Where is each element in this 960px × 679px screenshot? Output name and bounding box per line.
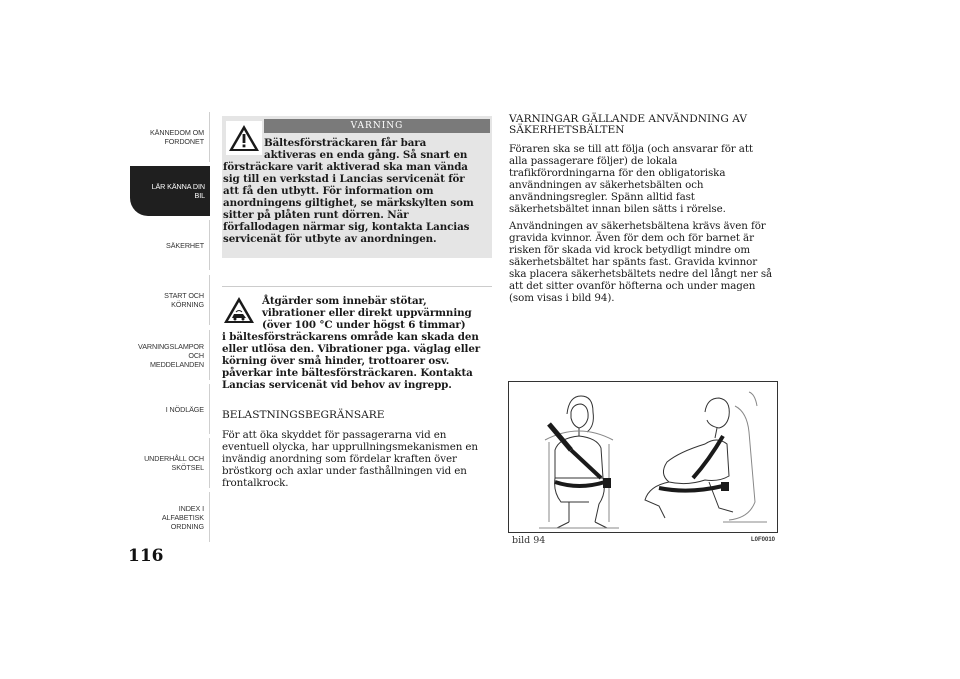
page-number: 116 (128, 546, 164, 566)
tab-index[interactable]: INDEX I ALFABETISK ORDNING (130, 492, 210, 542)
caution-line-8: Lancias servicenät vid behov av ingrepp. (222, 379, 452, 391)
usage-para2-line-7: (som visas i bild 94). (509, 292, 615, 304)
caution-line-1: Åtgärder som innebär stötar, (262, 295, 427, 307)
usage-para2-line-1: Användningen av säkerhetsbältena krävs även för (509, 220, 766, 232)
warning-line-3: försträckare varit aktiverad ska man vända (223, 161, 468, 173)
warning-line-1: Bältesförsträckaren får bara (264, 137, 427, 149)
tab-sakerhet[interactable]: SÄKERHET (130, 220, 210, 270)
section-divider (222, 286, 492, 287)
load-limiter-line-4: bröstkorg och axlar under fasthållningen vid en (222, 465, 467, 477)
usage-para2-line-4: säkerhetsbältet har spänts fast. Gravida kvinnor (509, 256, 758, 268)
usage-para1-line-2: alla passagerare följer) de lokala (509, 155, 678, 167)
usage-para1-line-4: användningen av säkerhetsbälten och (509, 179, 704, 191)
usage-para2-line-2: gravida kvinnor. Även för dem och för barnet är (509, 232, 754, 244)
tab-start-och-korning[interactable]: START OCH KÖRNING (130, 275, 210, 325)
caution-line-7: påverkar inte bältesförsträckaren. Kontakta (222, 367, 473, 379)
load-limiter-line-2: eventuell olycka, har upprullningsmekanismen en (222, 441, 478, 453)
usage-para2-line-5: ska placera säkerhetsbältets nedre del långt ner så (509, 268, 773, 280)
warning-line-9: servicenät för utbyte av anordningen. (223, 233, 437, 245)
load-limiter-line-1: För att öka skyddet för passagerarna vid en (222, 429, 447, 441)
warning-triangle-icon (226, 121, 262, 155)
tab-underhall-och-skotsel[interactable]: UNDERHÅLL OCH SKÖTSEL (130, 438, 210, 488)
load-limiter-heading: BELASTNINGSBEGRÄNSARE (222, 409, 385, 421)
tab-i-nodlage[interactable]: I NÖDLÄGE (130, 384, 210, 434)
usage-para1-line-5: användningsregler. Spänn alltid fast (509, 191, 695, 203)
usage-para1-line-1: Föraren ska se till att följa (och ansvarar för att (509, 143, 753, 155)
caution-car-icon (222, 294, 256, 326)
caution-line-4: i bältesförsträckarens område kan skada den (222, 331, 479, 343)
warning-line-6: anordningens giltighet, se märkskylten som (223, 197, 474, 209)
caution-line-3: (över 100 °C under högst 6 timmar) (262, 319, 466, 331)
tab-lar-kanna-din-bil[interactable]: LÄR KÄNNA DIN BIL (130, 166, 210, 216)
usage-para1-line-6: säkerhetsbältet innan bilen sätts i rörelse. (509, 203, 726, 215)
warning-line-2: aktiveras en enda gång. Så snart en (264, 149, 468, 161)
caution-line-5: eller utlösa den. Vibrationer pga. väglag eller (222, 343, 481, 355)
caution-line-6: körning över små hinder, trottoarer osv. (222, 355, 450, 367)
warning-line-7: sitter på plåten runt dörren. När (223, 209, 409, 221)
warning-line-4: sig till en verkstad i Lancias servicenät för (223, 173, 465, 185)
seatbelt-illustration (509, 382, 777, 532)
usage-heading-line-2: SÄKERHETSBÄLTEN (509, 124, 625, 136)
load-limiter-line-5: frontalkrock. (222, 477, 289, 489)
load-limiter-line-3: invändig anordning som fördelar kraften över (222, 453, 457, 465)
warning-header: VARNING (264, 119, 490, 133)
figure-94 (508, 381, 778, 533)
usage-para2-line-6: att det sitter ovanför höfterna och under magen (509, 280, 756, 292)
tab-varningslampor[interactable]: VARNINGSLAMPOR OCH MEDDELANDEN (130, 330, 210, 380)
figure-code: L0F0010 (751, 537, 776, 543)
usage-para1-line-3: trafikförordningarna för den obligatoriska (509, 167, 726, 179)
usage-heading-line-1: VARNINGAR GÄLLANDE ANVÄNDNING AV (509, 113, 748, 125)
warning-line-5: att få den utbytt. För information om (223, 185, 434, 197)
tab-kannedom-om-fordonet[interactable]: KÄNNEDOM OM FORDONET (130, 112, 210, 162)
figure-caption: bild 94 (512, 535, 546, 546)
usage-para2-line-3: risken för skada vid krock betydligt mindre om (509, 244, 750, 256)
warning-line-8: förfallodagen närmar sig, kontakta Lancias (223, 221, 470, 233)
caution-line-2: vibrationer eller direkt uppvärmning (262, 307, 472, 319)
